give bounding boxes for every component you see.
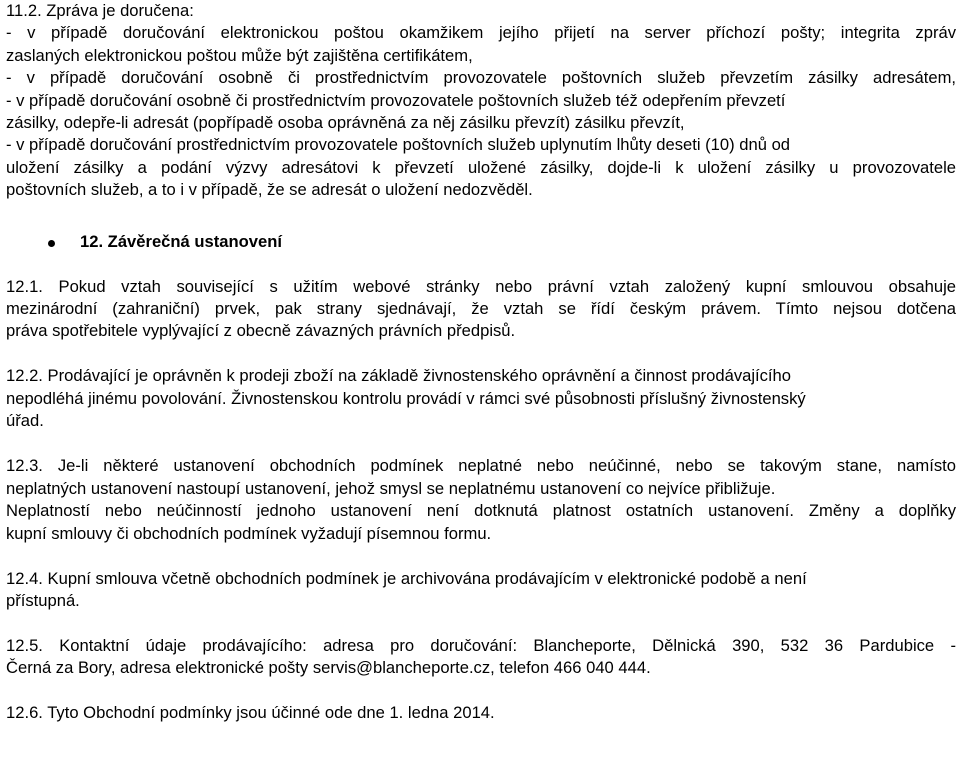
text-line: poštovních služeb, a to i v případě, že se adresát o uložení nedozvěděl. xyxy=(6,180,533,200)
bullet-icon xyxy=(48,240,55,247)
document-page xyxy=(6,0,956,725)
text-line: kupní smlouvy či obchodních podmínek vyžadují písemnou formu. xyxy=(6,523,492,543)
text-line: práva spotřebitele vyplývající z obecně závazných právních předpisů. xyxy=(6,321,516,341)
text-line: zásilky, odepře-li adresát (popřípadě osoba oprávněná za něj zásilku převzít) zásilku převzít, xyxy=(6,113,685,133)
text-line: mezinárodní (zahraniční) prvek, pak strany sjednávají, že vztah se řídí českým právem. Tímto nejsou dotčena xyxy=(6,299,956,319)
text-line: - v případě doručování osobně či prostřednictvím provozovatele poštovních služeb též odepřením převzetí xyxy=(6,90,786,110)
paragraph-12-2 xyxy=(6,365,956,432)
text-line: - v případě doručování osobně či prostřednictvím provozovatele poštovních služeb převzetím zásilky adresátem, xyxy=(6,68,956,88)
text-line: 12.4. Kupní smlouva včetně obchodních podmínek je archivována prodávajícím v elektronické podobě a není xyxy=(6,568,807,588)
section-heading-row xyxy=(6,231,956,255)
paragraph-12-5 xyxy=(6,635,956,680)
section-11-2 xyxy=(6,0,956,202)
text-line: 12.5. Kontaktní údaje prodávajícího: adresa pro doručování: Blancheporte, Dělnická 390, 532 36 Pardubice - xyxy=(6,635,956,655)
text-line: 12.1. Pokud vztah související s užitím webové stránky nebo právní vztah založený kupní smlouvou obsahuje xyxy=(6,276,956,296)
text-line: uložení zásilky a podání výzvy adresátovi k převzetí uložené zásilky, dojde-li k uložení zásilky u provozovatele xyxy=(6,157,956,177)
text-line: 11.2. Zpráva je doručena: xyxy=(6,1,194,20)
text-line: zaslaných elektronickou poštou může být zajištěna certifikátem, xyxy=(6,45,473,65)
text-line: 12.3. Je-li některé ustanovení obchodních podmínek neplatné nebo neúčinné, nebo se takovým stane, namísto xyxy=(6,456,956,476)
text-line: nepodléhá jinému povolování. Živnostenskou kontrolu provádí v rámci své působnosti příslušný živnostenský xyxy=(6,388,806,408)
text-line: úřad. xyxy=(6,411,44,431)
text-line: přístupná. xyxy=(6,590,80,610)
section-heading: 12. Závěrečná ustanovení xyxy=(80,231,282,251)
text-line: - v případě doručování prostřednictvím provozovatele poštovních služeb uplynutím lhůty deseti (10) dnů od xyxy=(6,135,791,155)
text-line: Neplatností nebo neúčinností jednoho ustanovení není dotknutá platnost ostatních ustanovení. Změny a doplňky xyxy=(6,501,956,521)
paragraph-12-1 xyxy=(6,276,956,343)
text-line: 12.2. Prodávající je oprávněn k prodeji zboží na základě živnostenského oprávnění a činnost prodávajícího xyxy=(6,366,792,386)
paragraph-12-3 xyxy=(6,455,956,545)
text-line: neplatných ustanovení nastoupí ustanovení, jehož smysl se neplatnému ustanovení co nejvíce přibližuje. xyxy=(6,478,776,498)
paragraph-12-4 xyxy=(6,568,956,613)
text-line: - v případě doručování elektronickou poštou okamžikem jejího přijetí na server příchozí pošty; integrita zpráv xyxy=(6,23,956,43)
text-line: 12.6. Tyto Obchodní podmínky jsou účinné ode dne 1. ledna 2014. xyxy=(6,703,495,723)
paragraph-12-6 xyxy=(6,702,956,724)
text-line: Černá za Bory, adresa elektronické pošty servis@blancheporte.cz, telefon 466 040 444. xyxy=(6,658,651,678)
